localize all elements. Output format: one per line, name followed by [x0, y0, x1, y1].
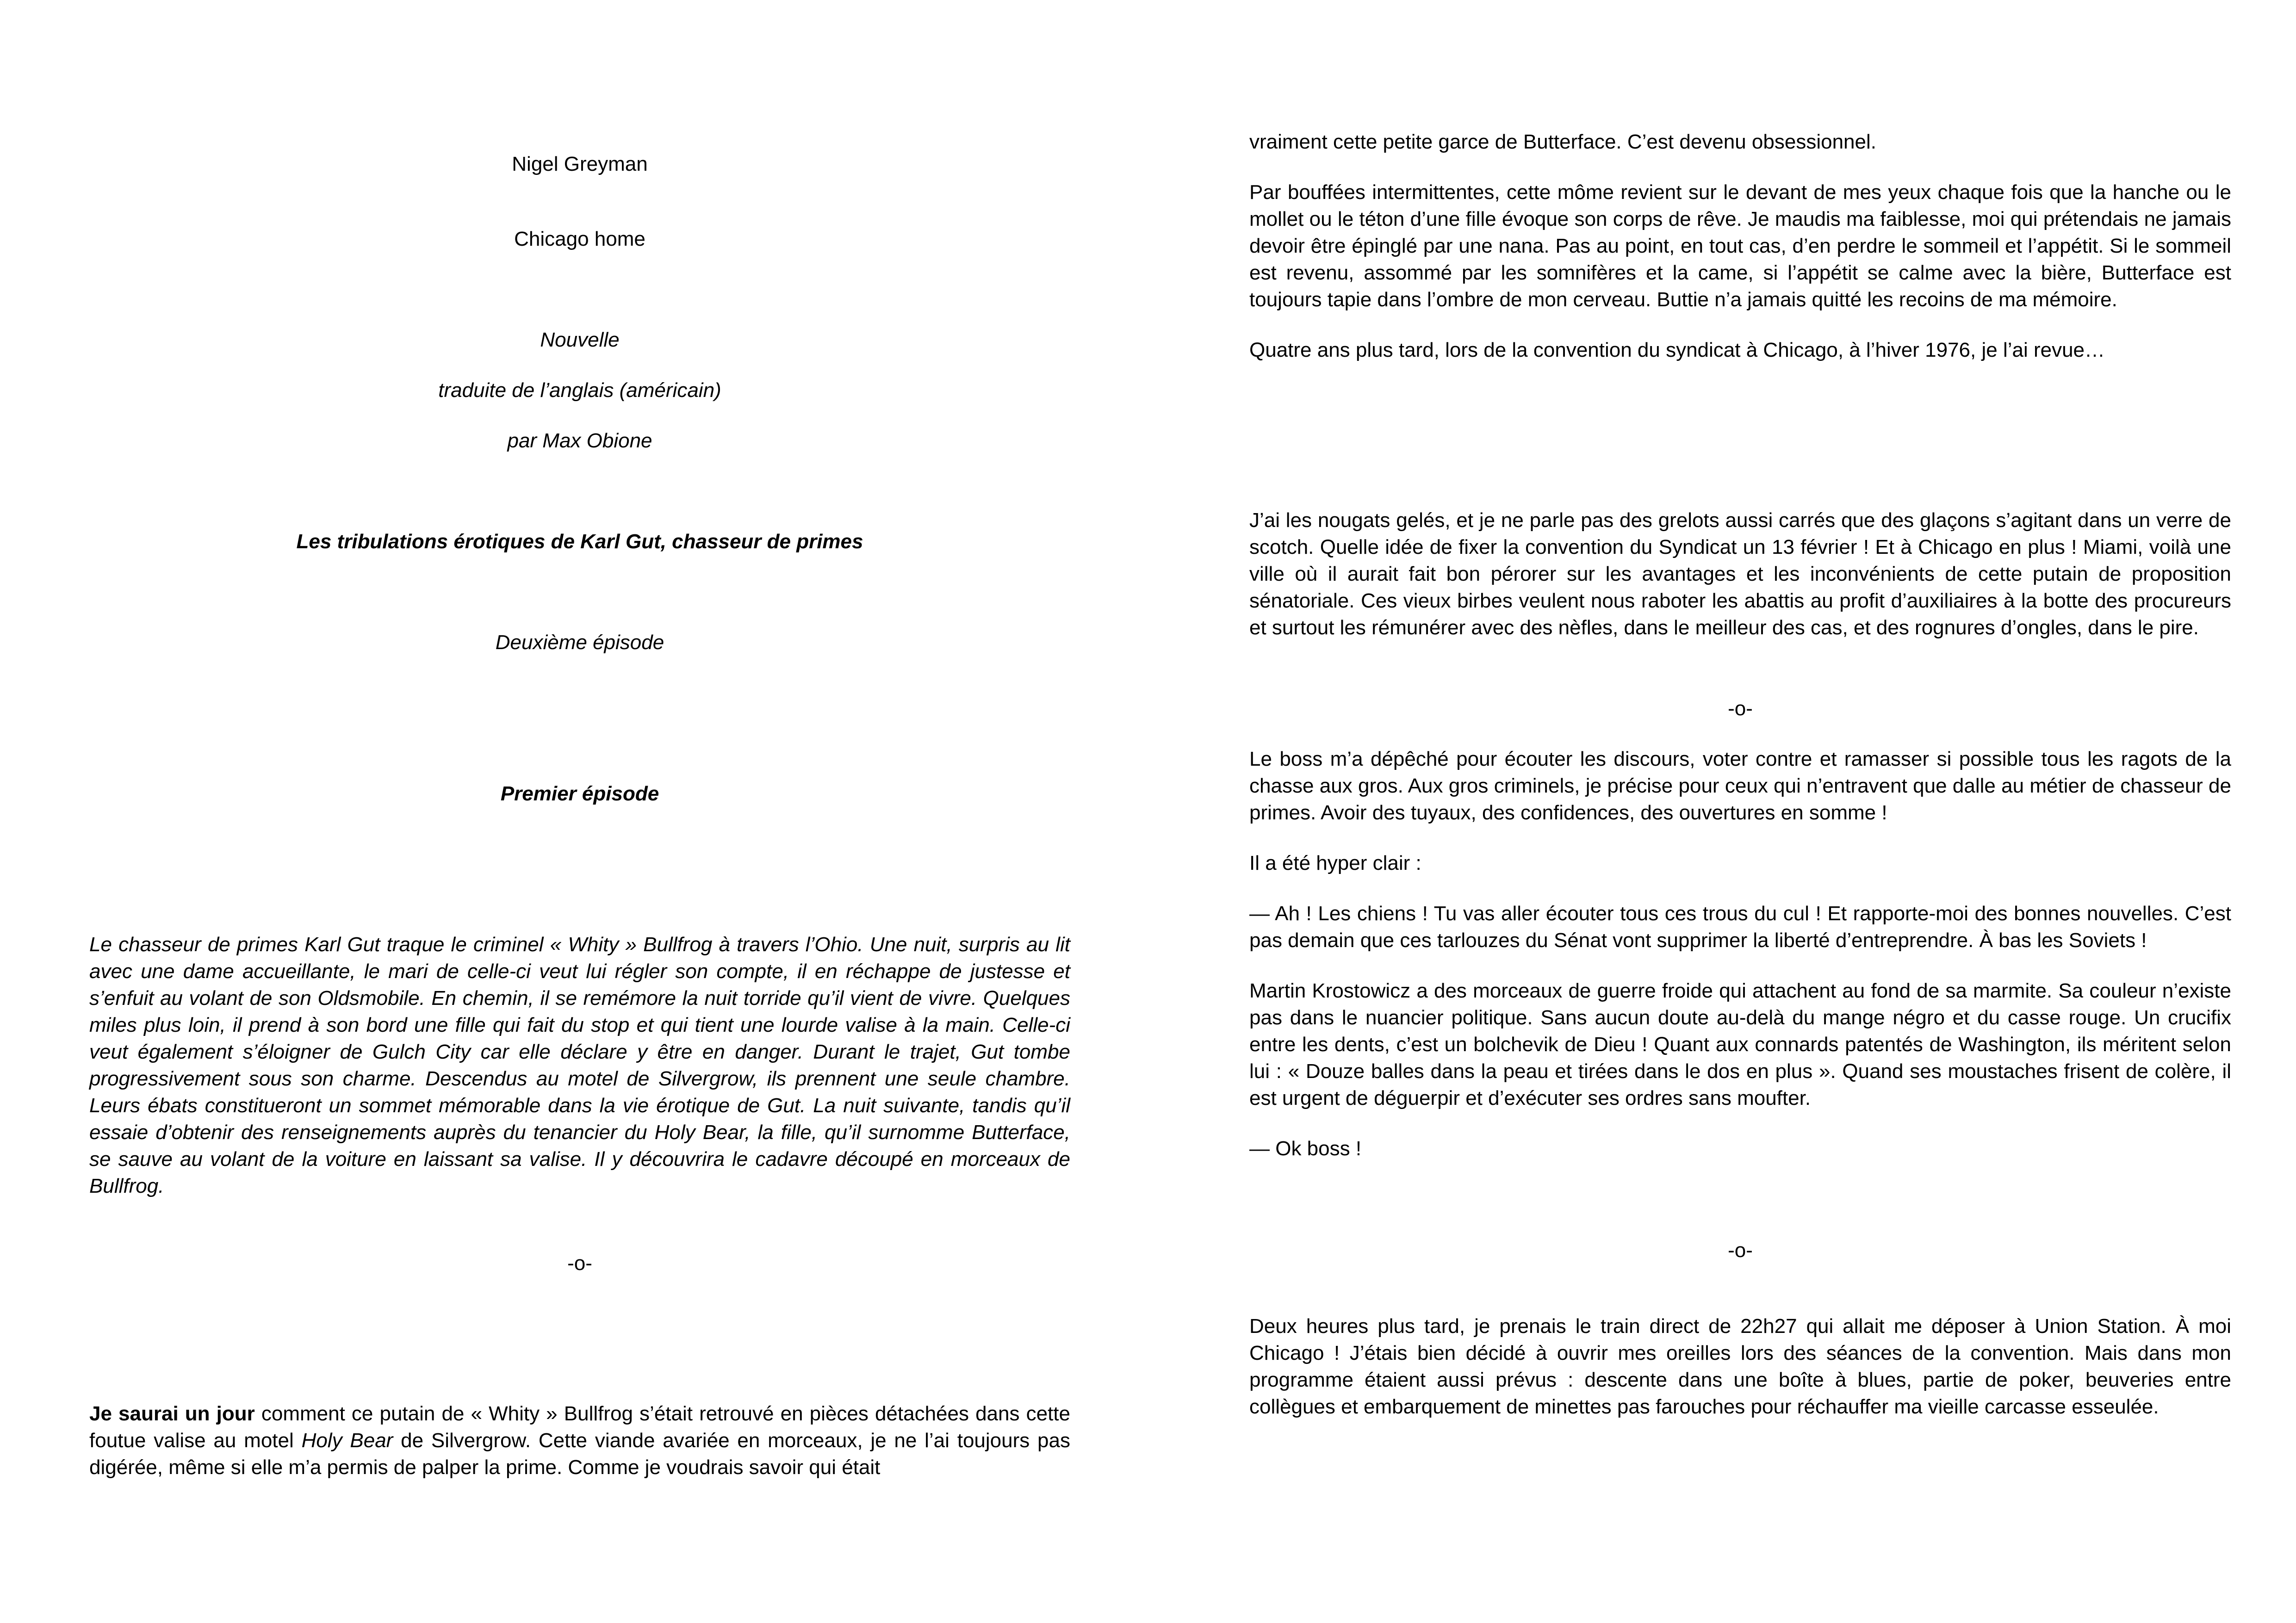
text-block-4	[1249, 1313, 2231, 1420]
paragraph: — Ok boss !	[1249, 1137, 1362, 1160]
opening-text-part2: de Silvergrow. Cette viande avariée en morceaux, je ne l’ai toujours pas digérée, même si elle m’a permis de palper la prime. Comme je voudrais savoir qui était	[89, 1429, 1070, 1479]
series-title: Les tribulations érotiques de Karl Gut, chasseur de primes	[296, 530, 863, 553]
paragraph: J’ai les nougats gelés, et je ne parle pas des grelots aussi carrés que des glaçons s’agitant dans un verre de scotch. Quelle idée de fixer la convention du Syndicat un 13 février ! Et à Chicago en plus ! Miami, voilà une ville où il aurait fait bon pérorer sur les avantages et les inconvénients de cette putain de proposition sénatoriale. Ces vieux birbes veulent nous raboter les abattis au profit d’auxiliaires à la botte des procureurs et surtout les rémunérer avec des nèfles, dans le meilleur des cas, et des rognures d’ongles, dans le pire.	[1249, 509, 2231, 639]
genre-label: Nouvelle	[540, 328, 620, 351]
translation-note: traduite de l’anglais (américain)	[438, 379, 721, 402]
section-separator: -o-	[1728, 697, 1753, 720]
episode-label: Deuxième épisode	[495, 631, 664, 654]
opening-text-part1: comment ce putain de « Whity » Bullfrog s’était retrouvé en pièces détachées dans cette foutue valise au motel	[89, 1402, 1070, 1452]
text-block-2	[1249, 507, 2231, 641]
previous-episode-heading: Premier épisode	[500, 782, 659, 805]
right-page	[1249, 0, 2231, 1623]
paragraph: vraiment cette petite garce de Butterface. C’est devenu obsessionnel.	[1249, 130, 1876, 153]
paragraph: Le boss m’a dépêché pour écouter les discours, voter contre et ramasser si possible tous les ragots de la chasse aux gros. Aux gros criminels, je précise pour ceux qui n’entravent que dalle au métier de chasseur de primes. Avoir des tuyaux, des confidences, des ouvertures en somme !	[1249, 748, 2231, 824]
paragraph: Il a été hyper clair :	[1249, 852, 1421, 874]
text-block-1	[1249, 129, 2231, 364]
text-block-3	[1249, 746, 2231, 1162]
translator-credit: par Max Obione	[507, 429, 652, 452]
paragraph: Deux heures plus tard, je prenais le train direct de 22h27 qui allait me déposer à Union Station. À moi Chicago ! J’étais bien décidé à ouvrir mes oreilles lors des séances de la convention. Mais dans mon programme étaient aussi prévus : descente dans une boîte à blues, partie de poker, beuveries entre collègues et embarquement de minettes pas farouches pour réchauffer ma vieille carcasse esseulée.	[1249, 1315, 2231, 1418]
opening-bold-start: Je saurai un jour	[89, 1402, 255, 1425]
opening-place-name: Holy Bear	[301, 1429, 393, 1452]
opening-paragraph	[89, 1400, 1070, 1481]
story-title: Chicago home	[514, 228, 645, 250]
section-separator: -o-	[567, 1252, 592, 1275]
left-page	[89, 0, 1070, 1623]
author-name: Nigel Greyman	[512, 153, 648, 175]
previous-episode-summary: Le chasseur de primes Karl Gut traque le criminel « Whity » Bullfrog à travers l’Ohio. Une nuit, surpris au lit avec une dame accueillante, le mari de celle-ci veut lui régler son compte, il en réchappe de justesse et s’enfuit au volant de son Oldsmobile. En chemin, il se remémore la nuit torride qu’il vient de vivre. Quelques miles plus loin, il prend à son bord une fille qui fait du stop et qui tient une lourde valise à la main. Celle-ci veut également s’éloigner de Gulch City car elle déclare y être en danger. Durant le trajet, Gut tombe progressivement sous son charme. Descendus au motel de Silvergrow, ils prennent une seule chambre. Leurs ébats constitueront un sommet mémorable dans la vie érotique de Gut. La nuit suivante, tandis qu’il essaie d’obtenir des renseignements auprès du tenancier du Holy Bear, la fille, qu’il surnomme Butterface, se sauve au volant de la voiture en laissant sa valise. Il y découvrira le cadavre découpé en morceaux de Bullfrog.	[89, 933, 1070, 1197]
paragraph: Quatre ans plus tard, lors de la convention du syndicat à Chicago, à l’hiver 1976, je l’ai revue…	[1249, 339, 2105, 361]
paragraph: Martin Krostowicz a des morceaux de guerre froide qui attachent au fond de sa marmite. Sa couleur n’existe pas dans le nuancier politique. Sans aucun doute au-delà du mange négro et du casse rouge. Un crucifix entre les dents, c’est un bolchevik de Dieu ! Quant aux connards patentés de Washington, ils méritent selon lui : « Douze balles dans la peau et tirées dans le dos en plus ». Quand ses moustaches frisent de colère, il est urgent de déguerpir et d’exécuter ses ordres sans moufter.	[1249, 979, 2231, 1109]
paragraph: — Ah ! Les chiens ! Tu vas aller écouter tous ces trous du cul ! Et rapporte-moi des bonnes nouvelles. C’est pas demain que ces tarlouzes du Sénat vont supprimer la liberté d’entreprendre. À bas les Soviets !	[1249, 902, 2231, 952]
paragraph: Par bouffées intermittentes, cette môme revient sur le devant de mes yeux chaque fois que la hanche ou le mollet ou le téton d’une fille évoque son corps de rêve. Je maudis ma faiblesse, moi qui prétendais ne jamais devoir être épinglé par une nana. Pas au point, en tout cas, d’en perdre le sommeil et l’appétit. Si le sommeil est revenu, assommé par les somnifères et la came, si l’appétit se calme avec la bière, Butterface est toujours tapie dans l’ombre de mon cerveau. Buttie n’a jamais quitté les recoins de ma mémoire.	[1249, 181, 2231, 311]
section-separator: -o-	[1728, 1239, 1753, 1262]
